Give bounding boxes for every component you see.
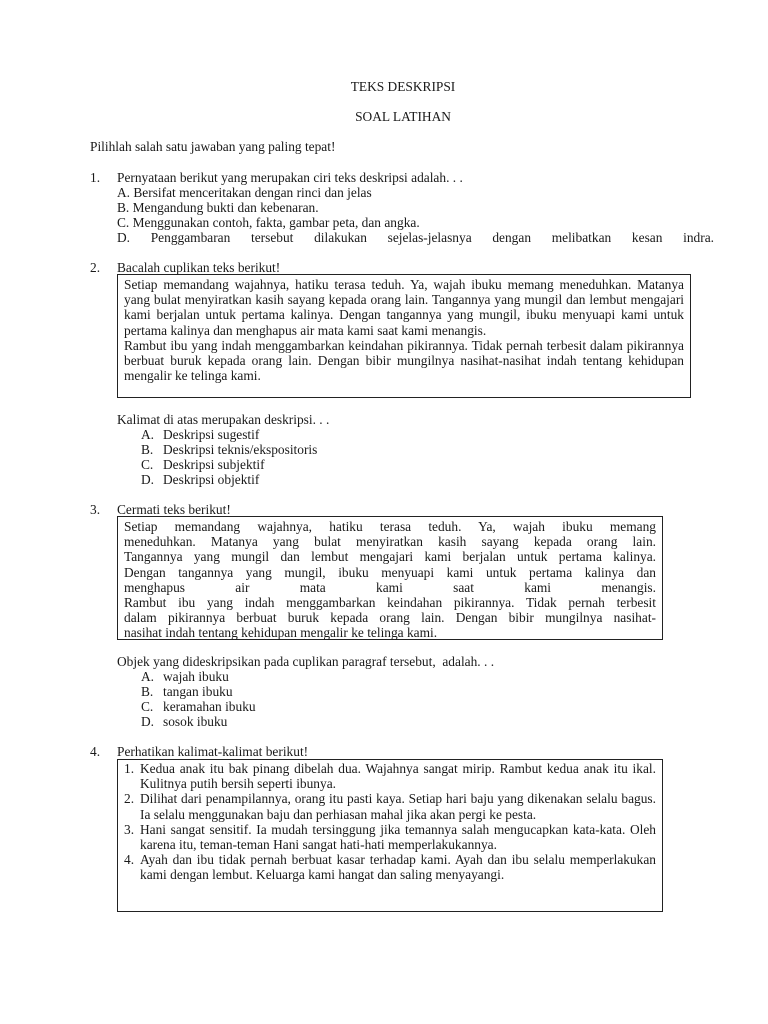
question-text: Kalimat di atas merupakan deskripsi. . . <box>117 412 330 427</box>
option-d-text: D. Penggambaran tersebut dilakukan sejelas-jelasnya dengan melibatkan kesan indra. <box>117 230 714 245</box>
document-title: TEKS DESKRIPSI <box>350 79 456 94</box>
passage-line: menghapus air mata kami saat kami menangis. <box>124 579 656 595</box>
passage-line: Rambut ibu yang indah menggambarkan keindahan pikirannya. Tidak pernah terbesit <box>124 595 656 611</box>
option-text: sosok ibuku <box>163 714 228 729</box>
option-letter: D. <box>141 472 155 487</box>
option-c <box>141 457 265 472</box>
question-text: Objek yang dideskripsikan pada cuplikan paragraf tersebut, adalah. . . <box>117 654 495 669</box>
option-a: A. Bersifat menceritakan dengan rinci dan jelas <box>117 185 372 200</box>
statement-text: Kedua anak itu bak pinang dibelah dua. Wajahnya sangat mirip. Rambut kedua anak itu ikal. Kulitnya putih bersih seperti ibunya. <box>140 761 656 792</box>
passage-line: meneduhkan. Matanya yang bulat menyiratkan kasih sayang kepada orang lain. <box>124 534 656 550</box>
statement-text: Dilihat dari penampilannya, orang itu pasti kaya. Setiap hari baju yang dikenakan selalu bagus. Ia selalu menggunakan baju dan perhiasan mahal jika akan pergi ke pesta. <box>140 791 656 822</box>
option-letter: B. <box>141 442 154 457</box>
statement-number: 3. <box>124 821 135 837</box>
statement-list <box>118 761 656 883</box>
option-text: Deskripsi subjektif <box>163 457 265 472</box>
option-c: C. Menggunakan contoh, fakta, gambar peta, dan angka. <box>117 215 420 230</box>
option-text: Deskripsi objektif <box>163 472 260 487</box>
option-text: wajah ibuku <box>163 669 229 684</box>
passage-line: Dengan tangannya yang mungil, ibuku menyuapi kami untuk pertama kalinya dan <box>124 564 656 580</box>
statement-item <box>118 761 656 791</box>
instruction: Pilihlah salah satu jawaban yang paling tepat! <box>90 139 336 154</box>
passage-paragraph-1: Setiap memandang wajahnya, hatiku terasa teduh. Ya, wajah ibuku memang meneduhkan. Matanya yang bulat menyiratkan kasih sayang kepada orang lain. Tangannya yang mungil dan lembut mengajari kami berjalan untuk pertama kalinya. Dengan tangannya yang mungil, ibuku menyuapi kami untuk pertama kalinya dan menghapus air mata kami saat kami menangis. <box>124 277 684 338</box>
question-prompt: Bacalah cuplikan teks berikut! <box>117 260 281 275</box>
question-prompt: Perhatikan kalimat-kalimat berikut! <box>117 744 309 759</box>
option-letter: B. <box>141 684 154 699</box>
statement-item <box>118 822 656 852</box>
statement-item <box>118 791 656 821</box>
passage-line: Tangannya yang mungil dan lembut mengajari kami berjalan untuk pertama kalinya. <box>124 549 656 565</box>
question-number: 1. <box>90 170 101 185</box>
passage-box <box>117 274 691 398</box>
question-number: 4. <box>90 744 101 759</box>
option-a <box>141 427 259 442</box>
option-text: Deskripsi sugestif <box>163 427 260 442</box>
option-b <box>141 684 233 699</box>
option-letter: A. <box>141 427 155 442</box>
passage-line: Setiap memandang wajahnya, hatiku terasa teduh. Ya, wajah ibuku memang <box>124 519 656 534</box>
option-letter: C. <box>141 699 154 714</box>
option-c <box>141 699 256 714</box>
option-letter: D. <box>141 714 155 729</box>
statement-number: 1. <box>124 761 135 776</box>
question-text: Pernyataan berikut yang merupakan ciri teks deskripsi adalah. . . <box>117 170 463 185</box>
question-prompt: Cermati teks berikut! <box>117 502 231 517</box>
option-text: keramahan ibuku <box>163 699 256 714</box>
option-a <box>141 669 229 684</box>
statement-number: 2. <box>124 791 135 807</box>
question-number: 3. <box>90 502 101 517</box>
passage-paragraph-2: Rambut ibu yang indah menggambarkan keindahan pikirannya. Tidak pernah terbesit dalam pikirannya berbuat buruk kepada orang lain. Dengan bibir mungilnya nasihat-nasihat indah tentang kehidupan mengalir ke telinga kami. <box>124 337 684 384</box>
option-letter: C. <box>141 457 154 472</box>
option-d <box>117 230 714 245</box>
option-d <box>141 714 227 729</box>
passage-line: dalam pikirannya berbuat buruk kepada orang lain. Dengan bibir mungilnya nasihat- <box>124 610 656 626</box>
statement-item <box>118 852 656 882</box>
statements-box <box>117 759 663 912</box>
option-d <box>141 472 259 487</box>
option-b: B. Mengandung bukti dan kebenaran. <box>117 200 319 215</box>
statement-text: Hani sangat sensitif. Ia mudah tersinggung jika temannya salah mengucapkan kata-kata. Oleh karena itu, teman-teman Hani sangat hati-hati memperlakukannya. <box>140 821 656 853</box>
passage-box <box>117 516 663 640</box>
option-text: tangan ibuku <box>163 684 233 699</box>
question-number: 2. <box>90 260 101 275</box>
document-subtitle: SOAL LATIHAN <box>355 109 451 124</box>
statement-text: Ayah dan ibu tidak pernah berbuat kasar terhadap kami. Ayah dan ibu selalu memperlakukan kami dengan lembut. Keluarga kami hangat dan saling menyayangi. <box>140 852 656 883</box>
option-letter: A. <box>141 669 155 684</box>
passage-line: nasihat indah tentang kehidupan mengalir ke telinga kami. <box>124 625 438 641</box>
option-b <box>141 442 317 457</box>
option-text: Deskripsi teknis/ekspositoris <box>163 442 318 457</box>
statement-number: 4. <box>124 852 135 868</box>
